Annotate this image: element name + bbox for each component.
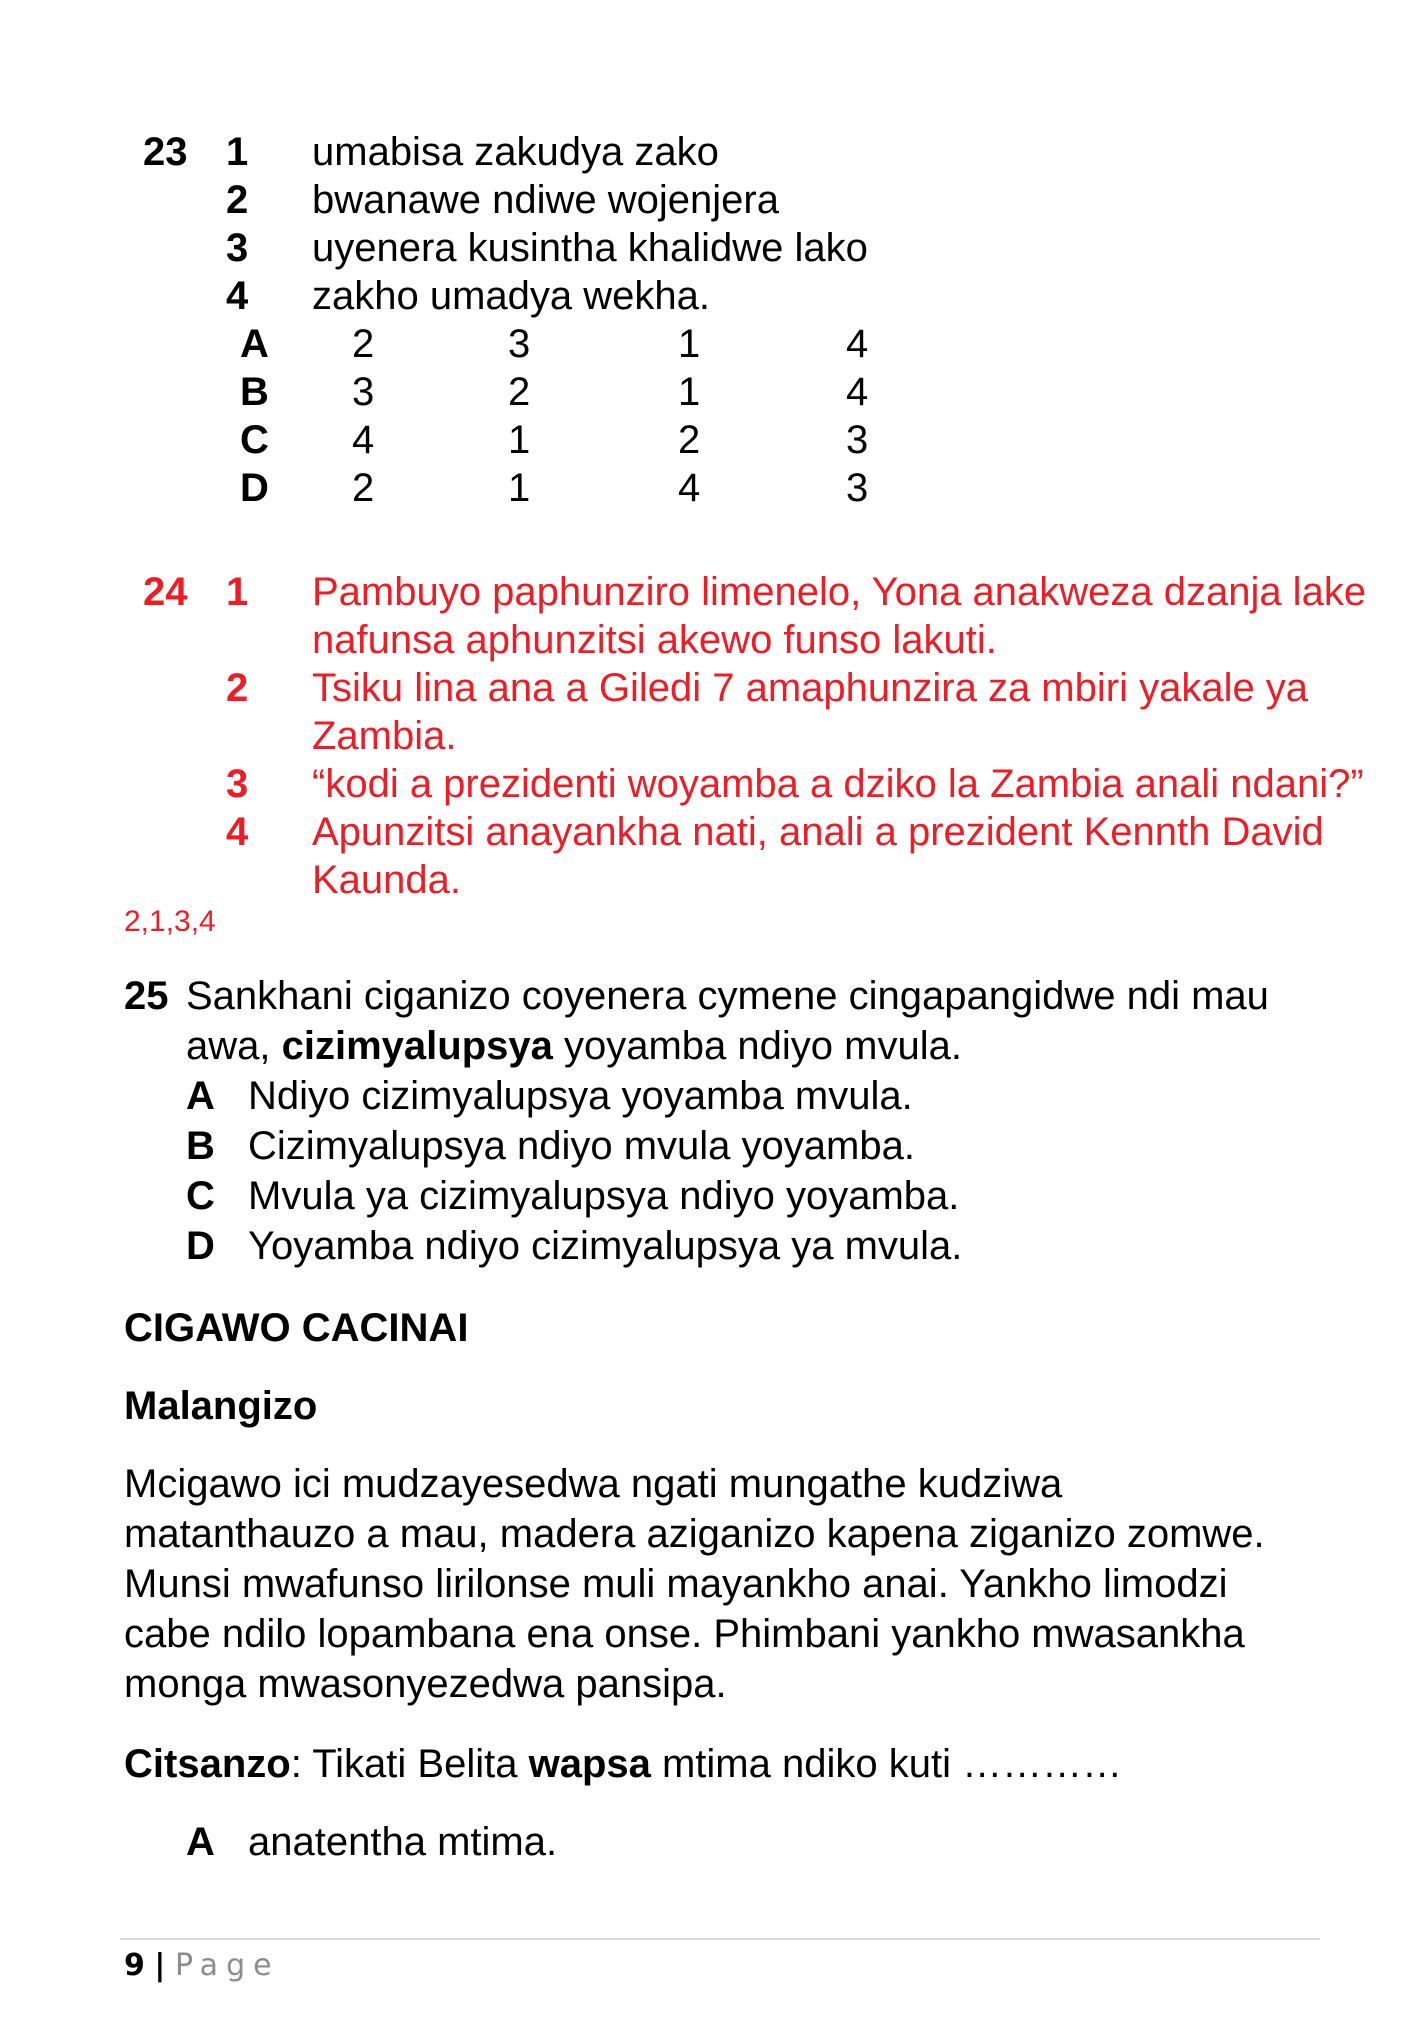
- question-stem: [186, 1022, 962, 1070]
- option-value: 1: [508, 418, 531, 462]
- option-value: 2: [678, 418, 701, 462]
- page-footer: [124, 1946, 280, 1986]
- option-value: 3: [508, 322, 531, 366]
- question-number: 24: [143, 570, 188, 614]
- option-text: Cizimyalupsya ndiyo mvula yoyamba.: [248, 1124, 915, 1168]
- stem-text: awa,: [186, 1024, 282, 1068]
- stem-keyword: cizimyalupsya: [281, 1024, 553, 1068]
- option-value: 1: [678, 370, 701, 414]
- option-letter: D: [240, 466, 269, 510]
- option-value: 4: [846, 322, 869, 366]
- option-value: 2: [352, 322, 375, 366]
- item-number: 4: [226, 274, 249, 318]
- option-value: 4: [846, 370, 869, 414]
- item-text: bwanawe ndiwe wojenjera: [312, 178, 779, 222]
- instruction-line: monga mwasonyezedwa pansipa.: [124, 1662, 727, 1706]
- item-text: Apunzitsi anayankha nati, anali a prezident Kennth David: [312, 810, 1324, 854]
- item-number: 2: [226, 178, 249, 222]
- example-text: Tikati Belita: [301, 1742, 529, 1786]
- instruction-line: matanthauzo a mau, madera aziganizo kapena ziganizo zomwe.: [124, 1512, 1265, 1556]
- question-number: 23: [143, 130, 188, 174]
- example-text: mtima ndiko kuti …………: [650, 1742, 1123, 1786]
- option-value: 3: [352, 370, 375, 414]
- item-text: zakho umadya wekha.: [312, 274, 711, 318]
- option-value: 2: [508, 370, 531, 414]
- option-value: 3: [846, 466, 869, 510]
- question-number: 25: [124, 974, 169, 1018]
- example-option-text: anatentha mtima.: [248, 1820, 558, 1864]
- item-text: Tsiku lina ana a Giledi 7 amaphunzira za mbiri yakale ya: [312, 666, 1309, 710]
- option-value: 1: [508, 466, 531, 510]
- option-value: 4: [352, 418, 375, 462]
- item-text: Zambia.: [312, 714, 457, 758]
- example-colon: :: [290, 1742, 302, 1786]
- option-text: Ndiyo cizimyalupsya yoyamba mvula.: [248, 1074, 913, 1118]
- item-number: 1: [226, 130, 249, 174]
- item-text: Pambuyo paphunziro limenelo, Yona anakweza dzanja lake: [312, 570, 1367, 614]
- instruction-line: Munsi mwafunso lirilonse muli mayankho anai. Yankho limodzi: [124, 1562, 1228, 1606]
- example-option-letter: A: [186, 1820, 215, 1864]
- option-value: 3: [846, 418, 869, 462]
- answer-key: 2,1,3,4: [124, 905, 216, 938]
- footer-separator: |: [154, 1948, 166, 1983]
- item-number: 3: [226, 226, 249, 270]
- item-number: 1: [226, 570, 249, 614]
- option-letter: B: [240, 370, 269, 414]
- section-title: CIGAWO CACINAI: [124, 1306, 469, 1350]
- item-text: umabisa zakudya zako: [312, 130, 719, 174]
- option-value: 1: [678, 322, 701, 366]
- option-text: Yoyamba ndiyo cizimyalupsya ya mvula.: [248, 1224, 963, 1268]
- option-letter: C: [186, 1174, 215, 1218]
- example-keyword: wapsa: [528, 1742, 651, 1786]
- item-text: Kaunda.: [312, 858, 462, 902]
- example-sentence: [124, 1740, 1122, 1788]
- option-letter: B: [186, 1124, 215, 1168]
- item-number: 2: [226, 666, 249, 710]
- section-subtitle: Malangizo: [124, 1384, 318, 1428]
- item-text: uyenera kusintha khalidwe lako: [312, 226, 868, 270]
- item-text: nafunsa aphunzitsi akewo funso lakuti.: [312, 618, 997, 662]
- example-label: Citsanzo: [124, 1742, 291, 1786]
- page-word: Page: [174, 1948, 280, 1983]
- item-text: “kodi a prezidenti woyamba a dziko la Zambia anali ndani?”: [312, 762, 1364, 806]
- option-value: 2: [352, 466, 375, 510]
- option-value: 4: [678, 466, 701, 510]
- question-stem: Sankhani ciganizo coyenera cymene cingapangidwe ndi mau: [186, 974, 1269, 1018]
- instruction-line: Mcigawo ici mudzayesedwa ngati mungathe kudziwa: [124, 1462, 1063, 1506]
- option-letter: C: [240, 418, 269, 462]
- instruction-line: cabe ndilo lopambana ena onse. Phimbani yankho mwasankha: [124, 1612, 1245, 1656]
- item-number: 3: [226, 762, 249, 806]
- footer-divider: [120, 1938, 1320, 1940]
- option-letter: A: [186, 1074, 215, 1118]
- option-letter: D: [186, 1224, 215, 1268]
- page-number: 9: [124, 1948, 145, 1983]
- option-text: Mvula ya cizimyalupsya ndiyo yoyamba.: [248, 1174, 960, 1218]
- option-letter: A: [240, 322, 269, 366]
- stem-text: yoyamba ndiyo mvula.: [552, 1024, 962, 1068]
- item-number: 4: [226, 810, 249, 854]
